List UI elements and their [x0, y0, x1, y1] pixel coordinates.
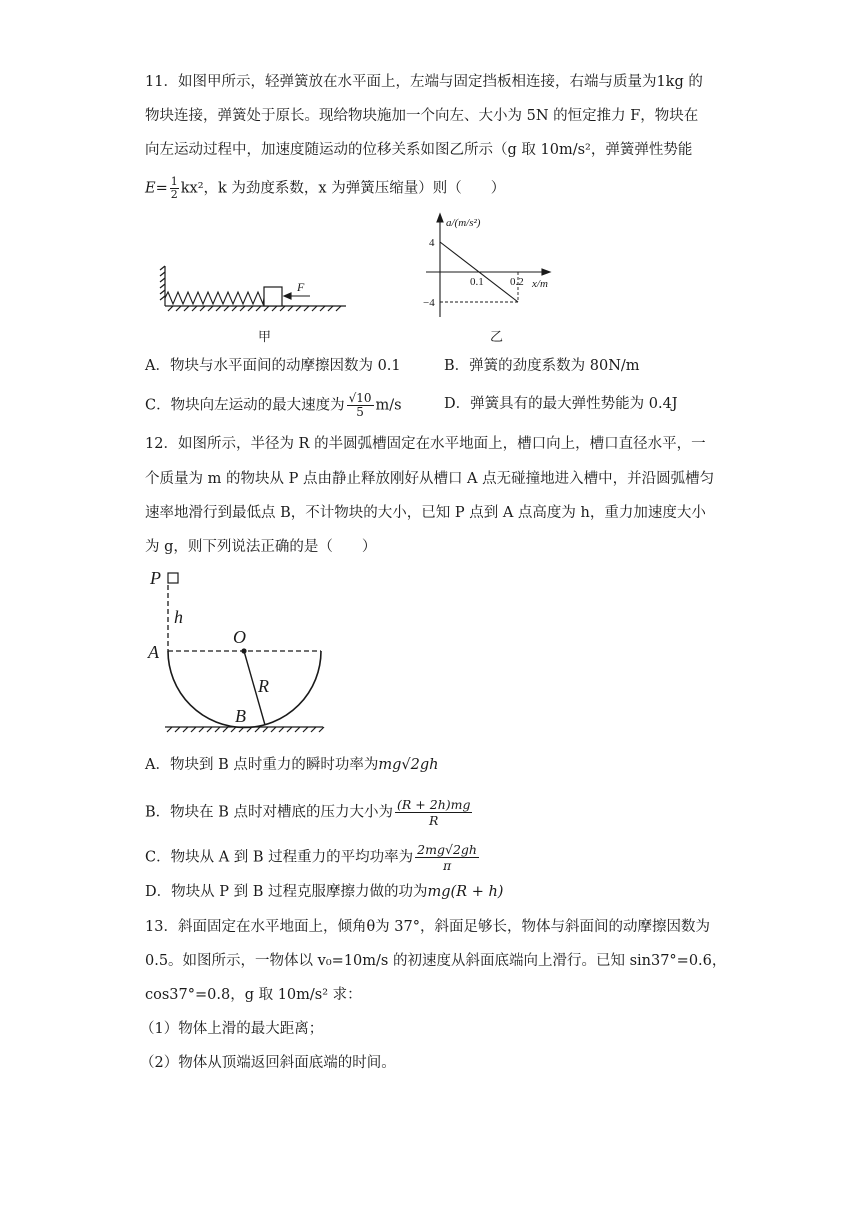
q12-option-a-text: A．物块到 B 点时重力的瞬时功率为 [145, 757, 379, 773]
q13-subquestion-1: （1）物体上滑的最大距离； [140, 1021, 324, 1037]
figure-semicircle-groove [145, 565, 345, 735]
q12-option-a [145, 755, 438, 775]
block [264, 287, 282, 306]
q12-option-a-formula: mg√2gh [378, 757, 439, 773]
spring [165, 292, 264, 304]
power-numerator: 2mg√2gh [417, 842, 477, 857]
tick-y-negative: −4 [423, 297, 435, 309]
q13-subquestion-2: （2）物体从顶端返回斜面底端的时间。 [140, 1055, 396, 1071]
q12-line-2: 个质量为 m 的物块从 P 点由静止释放刚好从槽口 A 点无碰撞地进入槽中，并沿圆弧槽匀 [145, 471, 715, 487]
q11-line-1: 11．如图甲所示，轻弹簧放在水平面上，左端与固定挡板相连接，右端与质量为1kg 的 [145, 74, 703, 90]
power-denominator: π [442, 858, 452, 873]
q12-option-b [145, 797, 474, 828]
energy-formula-tail: kx²，k 为劲度系数，x 为弹簧压缩量）则（ ） [180, 180, 506, 197]
q12-line-1: 12．如图所示，半径为 R 的半圆弧槽固定在水平地面上，槽口向上，槽口直径水平，一 [145, 436, 706, 452]
q13-line-1: 13．斜面固定在水平地面上，倾角θ为 37°，斜面足够长，物体与斜面间的动摩擦因数为 [145, 919, 710, 935]
figure-b-caption: 乙 [490, 330, 504, 345]
ground-line [165, 306, 346, 311]
q12-option-c-text: C．物块从 A 到 B 过程重力的平均功率为 [145, 849, 414, 866]
figure-spring-block [150, 262, 350, 342]
figure-acceleration-graph [420, 212, 580, 322]
half-fraction [170, 176, 179, 201]
q12-option-d-formula: mg(R + h) [427, 884, 504, 900]
label-a: A [148, 642, 159, 662]
q12-option-c [145, 842, 481, 873]
q13-line-2: 0.5。如图所示，一物体以 v₀=10m/s 的初速度从斜面底端向上滑行。已知 sin37°=0.6， [145, 953, 727, 969]
q11-option-a: A．物块与水平面间的动摩擦因数为 0.1 [145, 358, 401, 374]
label-h: h [174, 607, 183, 627]
pressure-denominator: R [429, 813, 439, 828]
figure-a-caption: 甲 [258, 330, 272, 345]
half-numerator: 1 [170, 175, 178, 188]
q12-line-4: 为 g，则下列说法正确的是（ ） [145, 539, 377, 555]
max-speed-fraction [347, 392, 374, 419]
q11-line-4 [145, 176, 505, 201]
half-denominator: 2 [170, 188, 178, 201]
tick-x-0-2: 0.2 [510, 276, 524, 288]
q12-option-d [145, 882, 503, 902]
x-axis-label: x/m [532, 278, 548, 290]
pressure-numerator: (R + 2h)mg [397, 797, 471, 812]
force-label: F [297, 280, 305, 294]
object-p [168, 573, 178, 583]
pressure-fraction [395, 797, 472, 828]
max-speed-denominator: 5 [356, 405, 364, 419]
q11-line-2: 物块连接，弹簧处于原长。现给物块施加一个向左、大小为 5N 的恒定推力 F，物块在 [145, 108, 699, 124]
label-p: P [150, 568, 161, 588]
q11-option-c-text: C．物块向左运动的最大速度为 [145, 397, 345, 414]
q13-line-3: cos37°=0.8，g 取 10m/s² 求： [145, 987, 362, 1003]
q11-line-3: 向左运动过程中，加速度随运动的位移关系如图乙所示（g 取 10m/s²，弹簧弹性势能 [145, 142, 693, 158]
y-axis-label: a/(m/s²) [446, 217, 481, 229]
q11-option-d: D．弹簧具有的最大弹性势能为 0.4J [444, 396, 678, 412]
fixed-wall [160, 266, 165, 306]
q11-option-c [145, 392, 402, 419]
label-b: B [235, 706, 246, 726]
max-speed-numerator: √10 [348, 391, 372, 405]
axes [426, 214, 550, 317]
q12-line-3: 速率地滑行到最低点 B，不计物块的大小，已知 P 点到 A 点高度为 h，重力加速度大小 [145, 505, 706, 521]
label-o: O [233, 627, 246, 647]
max-speed-unit: m/s [375, 397, 402, 414]
q12-option-b-text: B．物块在 B 点时对槽底的压力大小为 [145, 804, 394, 821]
tick-x-0-1: 0.1 [470, 276, 484, 288]
tick-y-positive: 4 [429, 237, 435, 249]
label-r: R [258, 676, 269, 696]
energy-symbol: E= [145, 180, 168, 197]
q11-option-b: B．弹簧的劲度系数为 80N/m [444, 358, 640, 374]
q12-option-d-text: D．物块从 P 到 B 过程克服摩擦力做的功为 [145, 884, 428, 900]
power-fraction [415, 842, 479, 873]
